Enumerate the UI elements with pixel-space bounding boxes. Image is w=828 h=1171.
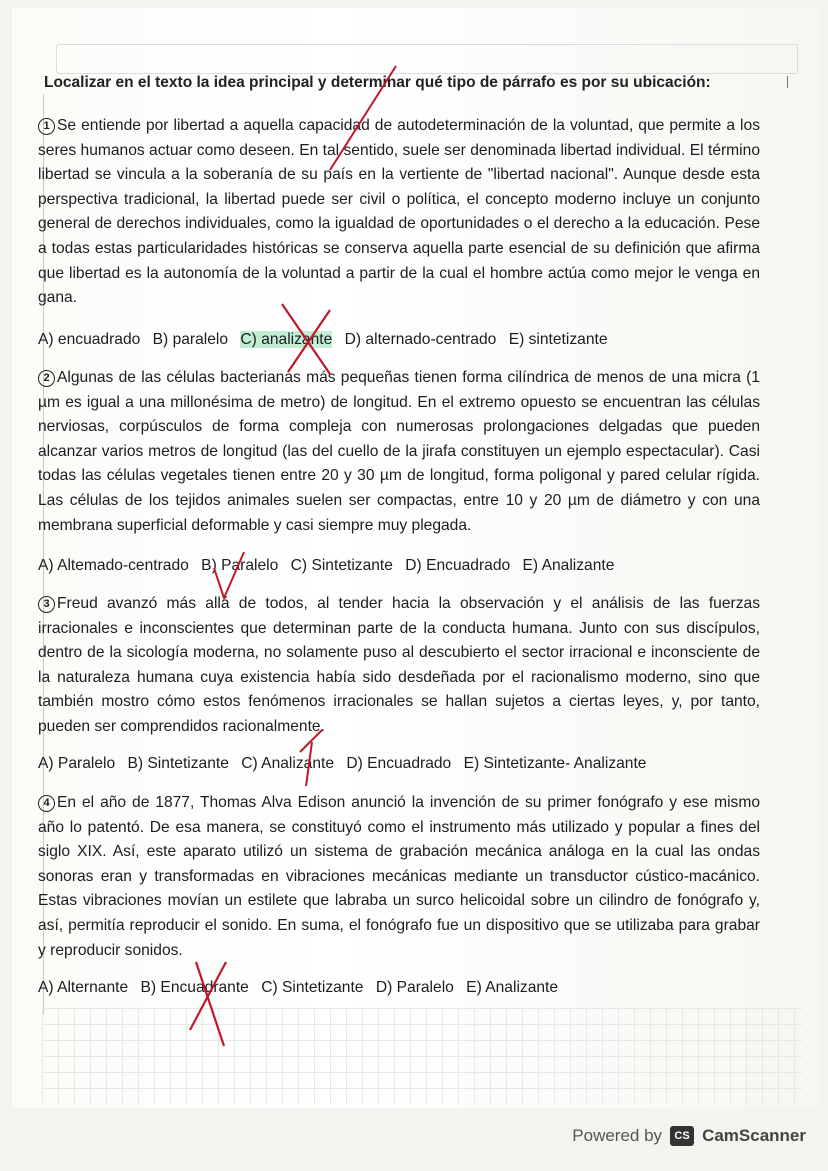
- option-b-selected[interactable]: B) Encuadrante: [140, 979, 249, 996]
- option-c-selected[interactable]: C) Analizante: [241, 755, 334, 772]
- option-b[interactable]: B) paralelo: [152, 331, 229, 348]
- question-text: Se entiende por libertad a aquella capacidad de autodeterminación de la voluntad, que permite a los seres humanos actuar como deseen. En tal sentido, suele ser denominada libertad individual. El término libertad se vincula a la soberanía de su país en la vertiente de "libertad nacional". Aunque desde esta perspectiva tradicional, la libertad puede ser civil o política, el concepto moderno incluye un conjunto general de derechos individuales, como la igualdad de oportunidades o el derecho a la educación. Pese a todas estas particularidades históricas se conserva aquella parte esencial de su definición que afirma que libertad es la autonomía de la voluntad a partir de la cual el hombre actúa como mejor le venga en gana.: [38, 117, 760, 307]
- question-text: En el año de 1877, Thomas Alva Edison anunció la invención de su primer fonógrafo y ese mismo año lo patentó. De esa manera, se constituyó como el instrumento más utilizado y popular a fines del siglo XIX. Así, este aparato utilizó un sistema de grabación mecánica análoga en la cual las ondas sonoras eran y transformadas en vibraciones mecánicas mediante un transductor cústico-macánico. Estas vibraciones movían un estilete que labraba un surco helicoidal sobre un cilindro de fonógrafo y, así, permitía reproducir el sonido. En suma, el fonógrafo fue un dispositivo que se utilizaba para grabar y reproducir sonidos.: [38, 794, 760, 959]
- option-e[interactable]: E) Sintetizante- Analizante: [463, 755, 647, 772]
- camscanner-logo-icon: CS: [670, 1126, 694, 1146]
- option-a[interactable]: A) encuadrado: [38, 331, 141, 348]
- option-d[interactable]: D) Paralelo: [375, 979, 454, 996]
- question-number: 3: [38, 596, 55, 613]
- question-2-paragraph: [38, 366, 760, 538]
- option-b[interactable]: B) Sintetizante: [127, 755, 229, 772]
- question-2-options: [38, 557, 768, 575]
- question-number: 1: [38, 118, 55, 135]
- option-e[interactable]: E) sintetizante: [508, 331, 608, 348]
- question-4-options: [38, 979, 768, 997]
- option-a[interactable]: A) Altemado-centrado: [38, 557, 189, 574]
- option-d[interactable]: D) alternado-centrado: [344, 331, 497, 348]
- brand-name: CamScanner: [702, 1126, 806, 1145]
- header-box: [56, 44, 798, 74]
- footer: [572, 1126, 806, 1146]
- option-e[interactable]: E) Analizante: [466, 979, 559, 996]
- question-1-options: [38, 331, 768, 349]
- grid-paper-area: [42, 1008, 802, 1104]
- page-title: Localizar en el texto la idea principal y determinar qué tipo de párrafo es por su ubicación:: [44, 74, 711, 91]
- question-3-options: [38, 755, 768, 773]
- option-d[interactable]: D) Encuadrado: [405, 557, 511, 574]
- powered-by-text: Powered by: [572, 1126, 663, 1145]
- option-e[interactable]: E) Analizante: [522, 557, 615, 574]
- option-a[interactable]: A) Paralelo: [38, 755, 116, 772]
- option-d[interactable]: D) Encuadrado: [346, 755, 452, 772]
- option-a[interactable]: A) Alternante: [38, 979, 129, 996]
- page-edge-mark: [787, 76, 788, 88]
- question-text: Algunas de las células bacterianas más pequeñas tienen forma cilíndrica de menos de una micra (1 µm es igual a una millonésima de metro) de longitud. En el extremo opuesto se encuentran las células nerviosas, corpúsculos de forma compleja con numerosas prolongaciones delgadas que pueden alcanzar varios metros de longitud (las del cuello de la jirafa constituyen un ejemplo espectacular). Casi todas las células vegetales tienen entre 20 y 30 µm de longitud, forma poligonal y pared celular rígida. Las células de los tejidos animales suelen ser compactas, entre 10 y 20 µm de diámetro y con una membrana superficial deformable y casi siempre muy plegada.: [38, 369, 760, 534]
- option-c-selected[interactable]: C) analizante: [240, 331, 333, 348]
- question-4-paragraph: [38, 791, 760, 963]
- option-c[interactable]: C) Sintetizante: [290, 557, 393, 574]
- option-c[interactable]: C) Sintetizante: [261, 979, 364, 996]
- question-3-paragraph: [38, 592, 760, 740]
- question-text: Freud avanzó más allá de todos, al tender hacia la observación y el análisis de las fuerzas irracionales e inconscientes que determinan parte de la conducta humana. Junto con sus discípulos, dentro de la sicología moderna, no solamente puso al descubierto el sector irracional e inconsciente de la naturaleza humana cuya existencia había sido desdeñada por el racionalismo moderno, sino que también mostro cómo estos fenómenos irracionales se hallan sujetos a ciertas leyes, y, por tanto, pueden ser comprendidos racionalmente.: [38, 595, 760, 735]
- question-number: 2: [38, 370, 55, 387]
- option-b-selected[interactable]: B) Paralelo: [201, 557, 279, 574]
- question-number: 4: [38, 795, 55, 812]
- question-1-paragraph: [38, 114, 760, 311]
